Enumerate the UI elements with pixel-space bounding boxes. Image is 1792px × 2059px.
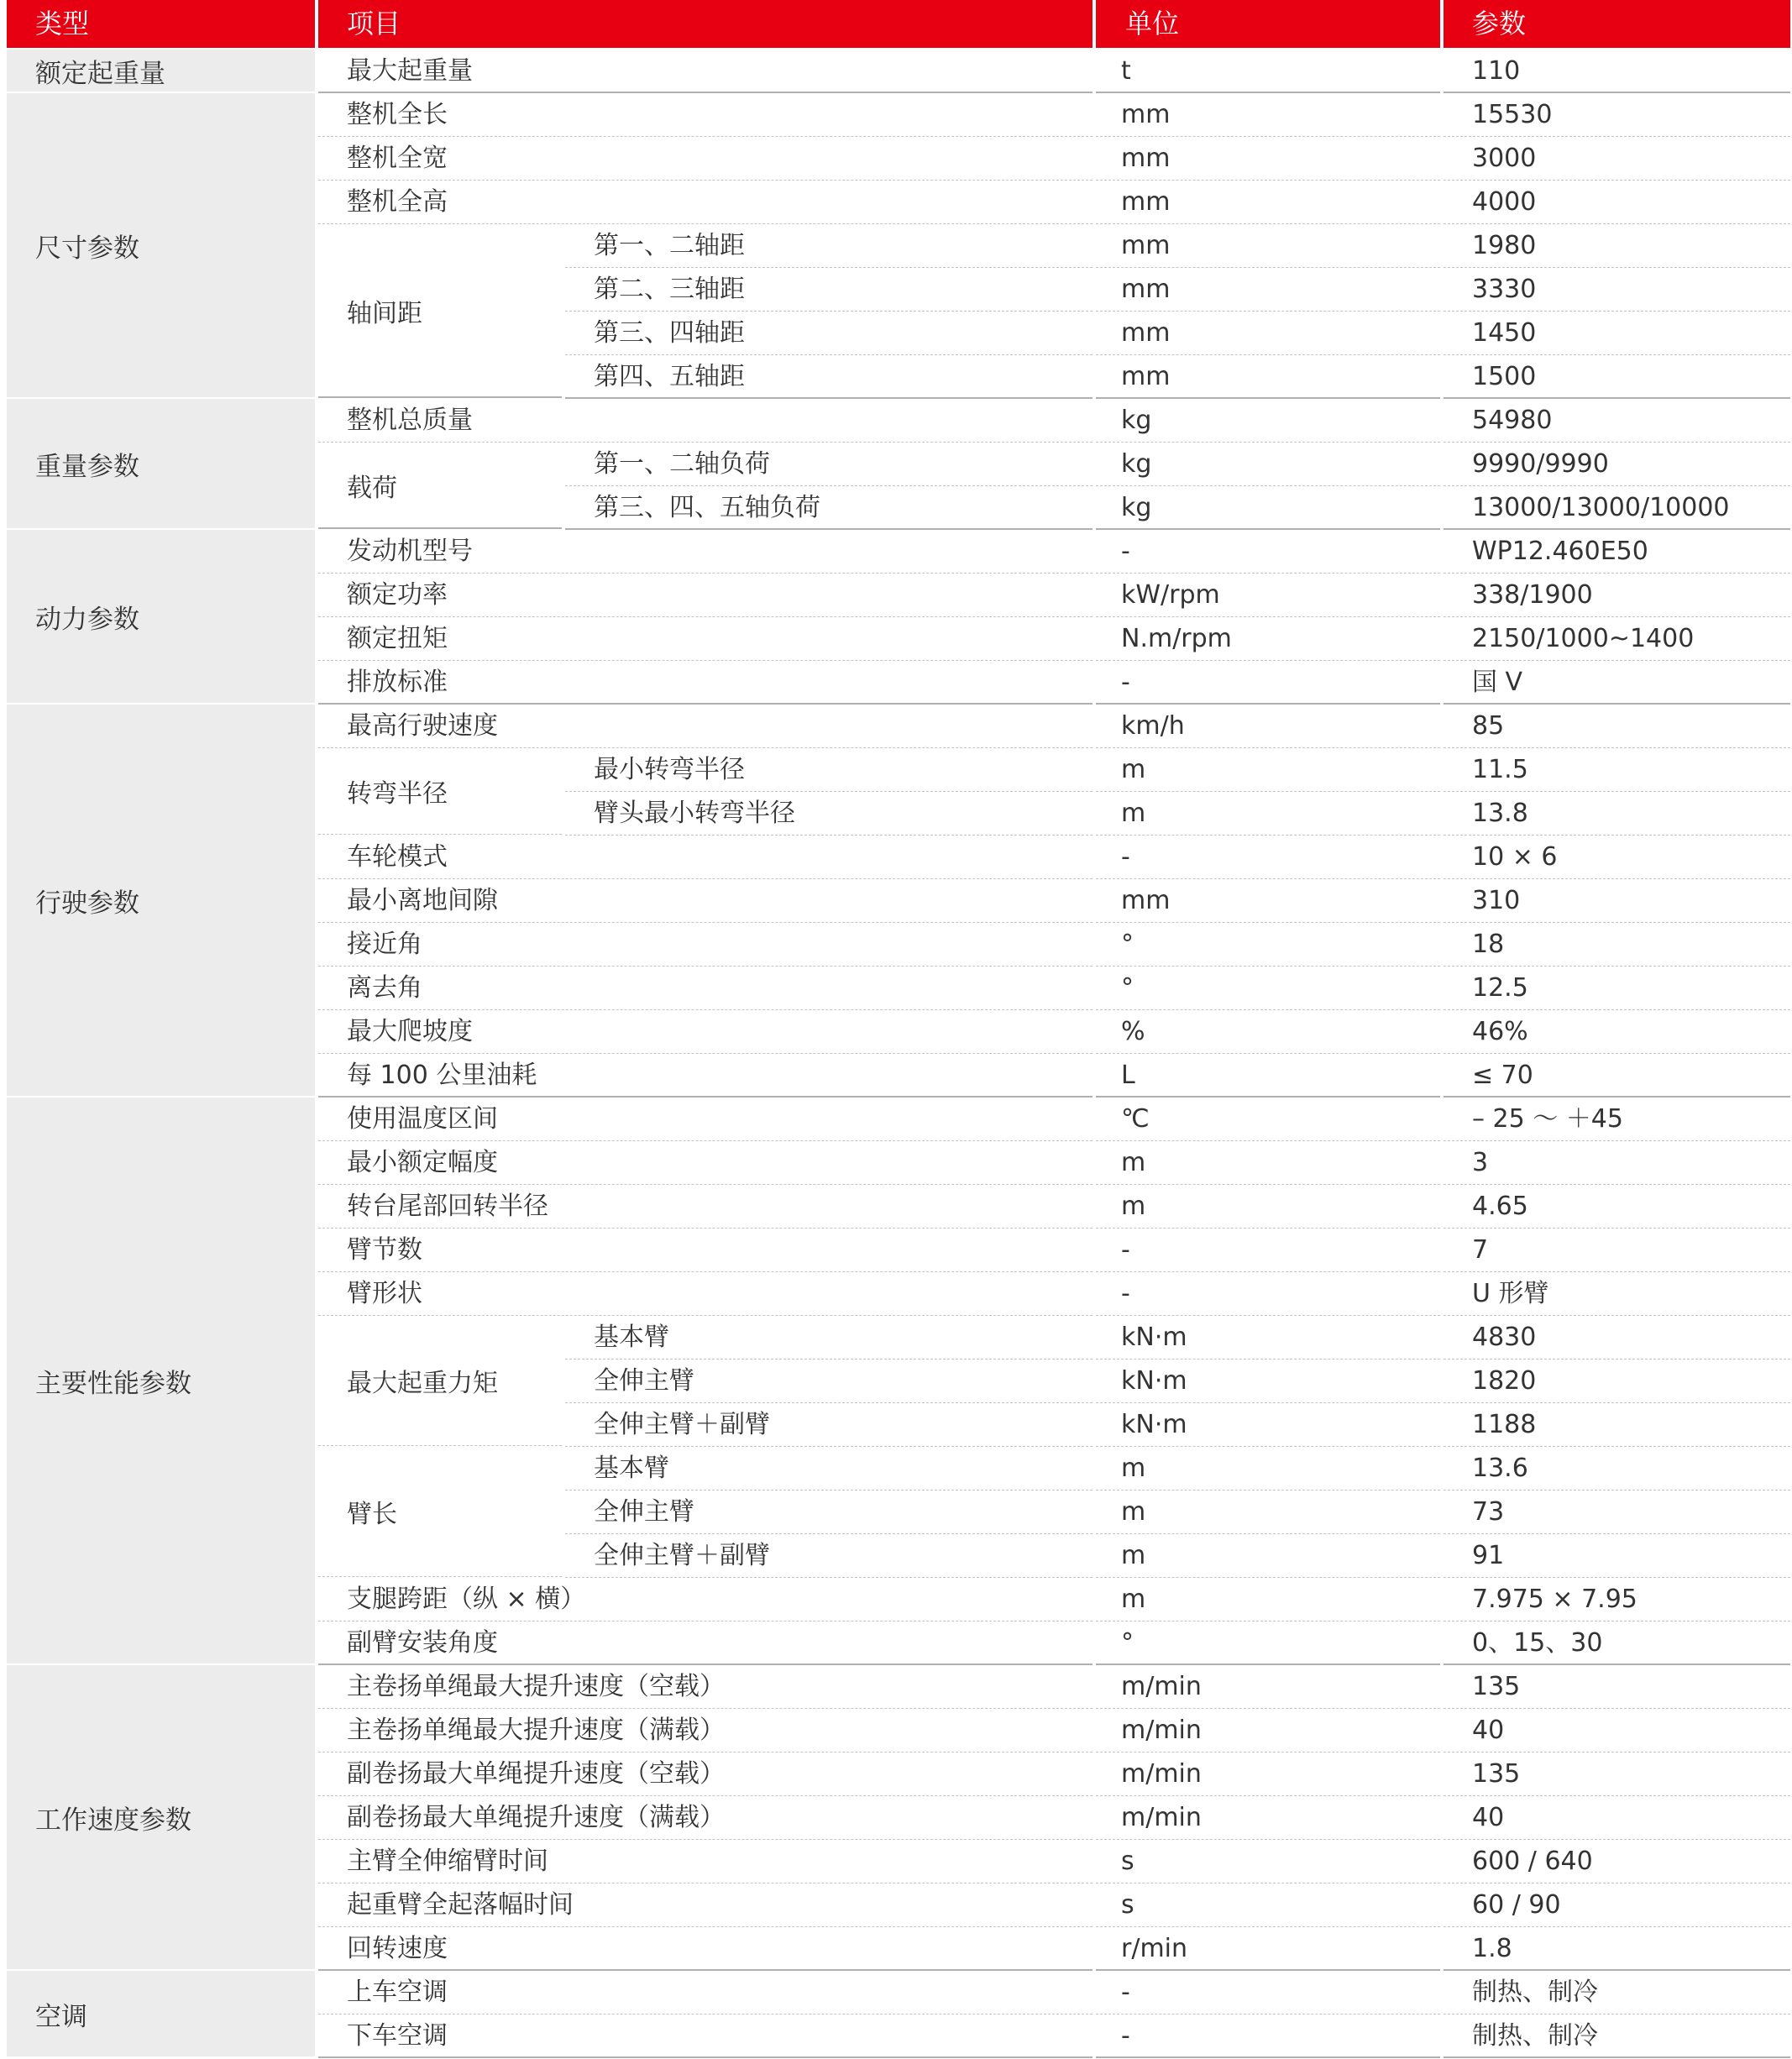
item-cell: 副卷扬最大单绳提升速度（空载） xyxy=(318,1753,1092,1796)
unit-cell: - xyxy=(1096,530,1440,574)
unit-cell: t xyxy=(1096,50,1440,93)
unit-cell: m xyxy=(1096,1578,1440,1622)
unit-cell: L xyxy=(1096,1054,1440,1098)
item-group-cell: 最大起重力矩 xyxy=(318,1316,562,1446)
item-cell: 每 100 公里油耗 xyxy=(318,1054,1092,1098)
value-cell: 9990/9990 xyxy=(1444,443,1790,486)
item-cell: 最大爬坡度 xyxy=(318,1010,1092,1054)
unit-cell: mm xyxy=(1096,268,1440,312)
value-cell: U 形臂 xyxy=(1444,1272,1790,1316)
sub-item-cell: 基本臂 xyxy=(565,1447,1092,1491)
value-cell: 46% xyxy=(1444,1010,1790,1054)
unit-cell: - xyxy=(1096,836,1440,879)
unit-cell: mm xyxy=(1096,879,1440,923)
value-cell: ≤ 70 xyxy=(1444,1054,1790,1098)
unit-cell: kg xyxy=(1096,486,1440,530)
item-group-cell: 轴间距 xyxy=(318,224,562,398)
sub-item-cell: 第一、二轴距 xyxy=(565,224,1092,268)
value-cell: 91 xyxy=(1444,1534,1790,1578)
value-cell: 310 xyxy=(1444,879,1790,923)
item-cell: 使用温度区间 xyxy=(318,1098,1092,1141)
unit-cell: % xyxy=(1096,1010,1440,1054)
item-cell: 最小离地间隙 xyxy=(318,879,1092,923)
value-cell: 13.8 xyxy=(1444,792,1790,836)
sub-item-cell: 第一、二轴负荷 xyxy=(565,443,1092,486)
unit-cell: ℃ xyxy=(1096,1098,1440,1141)
category-cell: 空调 xyxy=(7,1971,315,2056)
item-cell: 回转速度 xyxy=(318,1927,1092,1971)
item-cell: 车轮模式 xyxy=(318,836,1092,879)
value-cell: 3000 xyxy=(1444,137,1790,181)
item-cell: 主臂全伸缩臂时间 xyxy=(318,1840,1092,1883)
sub-item-cell: 第三、四、五轴负荷 xyxy=(565,486,1092,530)
value-cell: 600 / 640 xyxy=(1444,1840,1790,1883)
value-cell: 1820 xyxy=(1444,1360,1790,1403)
item-cell: 下车空调 xyxy=(318,2014,1092,2058)
spec-table xyxy=(7,0,1790,2059)
item-cell: 最大起重量 xyxy=(318,50,1092,93)
value-cell: 40 xyxy=(1444,1709,1790,1753)
item-cell: 主卷扬单绳最大提升速度（满载） xyxy=(318,1709,1092,1753)
value-cell: 2150/1000~1400 xyxy=(1444,617,1790,661)
value-cell: 1.8 xyxy=(1444,1927,1790,1971)
unit-cell: kN·m xyxy=(1096,1316,1440,1360)
sub-item-cell: 第三、四轴距 xyxy=(565,312,1092,355)
sub-item-cell: 第四、五轴距 xyxy=(565,355,1092,399)
item-cell: 整机全高 xyxy=(318,181,1092,224)
category-cell: 额定起重量 xyxy=(7,50,315,92)
sub-item-cell: 基本臂 xyxy=(565,1316,1092,1360)
value-cell: 4830 xyxy=(1444,1316,1790,1360)
value-cell: 3330 xyxy=(1444,268,1790,312)
unit-cell: ° xyxy=(1096,923,1440,967)
unit-cell: - xyxy=(1096,1272,1440,1316)
value-cell: 1980 xyxy=(1444,224,1790,268)
item-cell: 额定功率 xyxy=(318,574,1092,617)
value-cell: 18 xyxy=(1444,923,1790,967)
item-cell: 支腿跨距（纵 × 横） xyxy=(318,1578,1092,1622)
item-cell: 额定扭矩 xyxy=(318,617,1092,661)
value-cell: – 25 ～ ＋45 xyxy=(1444,1098,1790,1141)
value-cell: 4.65 xyxy=(1444,1185,1790,1229)
category-cell: 行驶参数 xyxy=(7,705,315,1096)
value-cell: 85 xyxy=(1444,705,1790,748)
item-cell: 转台尾部回转半径 xyxy=(318,1185,1092,1229)
header-item: 项目 xyxy=(318,0,1092,48)
unit-cell: N.m/rpm xyxy=(1096,617,1440,661)
value-cell: 135 xyxy=(1444,1665,1790,1709)
item-cell: 副卷扬最大单绳提升速度（满载） xyxy=(318,1796,1092,1840)
category-cell: 动力参数 xyxy=(7,530,315,703)
item-cell: 臂形状 xyxy=(318,1272,1092,1316)
unit-cell: kW/rpm xyxy=(1096,574,1440,617)
item-cell: 起重臂全起落幅时间 xyxy=(318,1883,1092,1927)
unit-cell: m xyxy=(1096,792,1440,836)
item-group-cell: 转弯半径 xyxy=(318,748,562,835)
category-cell: 重量参数 xyxy=(7,399,315,528)
unit-cell: m/min xyxy=(1096,1709,1440,1753)
unit-cell: kN·m xyxy=(1096,1360,1440,1403)
value-cell: 338/1900 xyxy=(1444,574,1790,617)
unit-cell: mm xyxy=(1096,93,1440,137)
item-cell: 整机全长 xyxy=(318,93,1092,137)
unit-cell: s xyxy=(1096,1883,1440,1927)
value-cell: 40 xyxy=(1444,1796,1790,1840)
header-unit: 单位 xyxy=(1096,0,1440,48)
item-cell: 主卷扬单绳最大提升速度（空载） xyxy=(318,1665,1092,1709)
value-cell: 4000 xyxy=(1444,181,1790,224)
item-cell: 副臂安装角度 xyxy=(318,1622,1092,1665)
value-cell: WP12.460E50 xyxy=(1444,530,1790,574)
unit-cell: - xyxy=(1096,1971,1440,2014)
item-cell: 整机总质量 xyxy=(318,399,1092,443)
value-cell: 54980 xyxy=(1444,399,1790,443)
unit-cell: km/h xyxy=(1096,705,1440,748)
value-cell: 制热、制冷 xyxy=(1444,1971,1790,2014)
unit-cell: mm xyxy=(1096,224,1440,268)
unit-cell: m/min xyxy=(1096,1665,1440,1709)
unit-cell: m xyxy=(1096,1185,1440,1229)
value-cell: 73 xyxy=(1444,1491,1790,1534)
unit-cell: - xyxy=(1096,661,1440,705)
unit-cell: - xyxy=(1096,1229,1440,1272)
value-cell: 1500 xyxy=(1444,355,1790,399)
value-cell: 国 V xyxy=(1444,661,1790,705)
unit-cell: mm xyxy=(1096,312,1440,355)
item-cell: 排放标准 xyxy=(318,661,1092,705)
unit-cell: kg xyxy=(1096,399,1440,443)
unit-cell: m xyxy=(1096,1141,1440,1185)
unit-cell: m/min xyxy=(1096,1753,1440,1796)
unit-cell: ° xyxy=(1096,967,1440,1010)
value-cell: 60 / 90 xyxy=(1444,1883,1790,1927)
unit-cell: m xyxy=(1096,1491,1440,1534)
header-value: 参数 xyxy=(1444,0,1790,48)
item-cell: 发动机型号 xyxy=(318,530,1092,574)
sub-item-cell: 全伸主臂＋副臂 xyxy=(565,1403,1092,1447)
item-cell: 上车空调 xyxy=(318,1971,1092,2014)
item-cell: 离去角 xyxy=(318,967,1092,1010)
value-cell: 135 xyxy=(1444,1753,1790,1796)
value-cell: 1450 xyxy=(1444,312,1790,355)
unit-cell: m xyxy=(1096,1534,1440,1578)
unit-cell: kN·m xyxy=(1096,1403,1440,1447)
unit-cell: mm xyxy=(1096,137,1440,181)
item-cell: 臂节数 xyxy=(318,1229,1092,1272)
value-cell: 0、15、30 xyxy=(1444,1622,1790,1665)
sub-item-cell: 臂头最小转弯半径 xyxy=(565,792,1092,836)
item-group-cell: 载荷 xyxy=(318,443,562,529)
item-cell: 整机全宽 xyxy=(318,137,1092,181)
sub-item-cell: 第二、三轴距 xyxy=(565,268,1092,312)
unit-cell: m/min xyxy=(1096,1796,1440,1840)
value-cell: 制热、制冷 xyxy=(1444,2014,1790,2058)
unit-cell: - xyxy=(1096,2014,1440,2058)
sub-item-cell: 最小转弯半径 xyxy=(565,748,1092,792)
value-cell: 110 xyxy=(1444,50,1790,93)
item-cell: 最小额定幅度 xyxy=(318,1141,1092,1185)
item-cell: 最高行驶速度 xyxy=(318,705,1092,748)
value-cell: 13000/13000/10000 xyxy=(1444,486,1790,530)
value-cell: 13.6 xyxy=(1444,1447,1790,1491)
category-cell: 尺寸参数 xyxy=(7,93,315,397)
value-cell: 11.5 xyxy=(1444,748,1790,792)
unit-cell: s xyxy=(1096,1840,1440,1883)
unit-cell: mm xyxy=(1096,181,1440,224)
value-cell: 1188 xyxy=(1444,1403,1790,1447)
unit-cell: m xyxy=(1096,748,1440,792)
unit-cell: m xyxy=(1096,1447,1440,1491)
value-cell: 12.5 xyxy=(1444,967,1790,1010)
category-cell: 工作速度参数 xyxy=(7,1665,315,1969)
sub-item-cell: 全伸主臂 xyxy=(565,1491,1092,1534)
item-cell: 接近角 xyxy=(318,923,1092,967)
sub-item-cell: 全伸主臂 xyxy=(565,1360,1092,1403)
value-cell: 3 xyxy=(1444,1141,1790,1185)
item-group-cell: 臂长 xyxy=(318,1447,562,1577)
unit-cell: r/min xyxy=(1096,1927,1440,1971)
header-type: 类型 xyxy=(7,0,315,48)
value-cell: 7.975 × 7.95 xyxy=(1444,1578,1790,1622)
category-cell: 主要性能参数 xyxy=(7,1098,315,1663)
unit-cell: mm xyxy=(1096,355,1440,399)
value-cell: 7 xyxy=(1444,1229,1790,1272)
value-cell: 10 × 6 xyxy=(1444,836,1790,879)
unit-cell: ° xyxy=(1096,1622,1440,1665)
sub-item-cell: 全伸主臂＋副臂 xyxy=(565,1534,1092,1578)
unit-cell: kg xyxy=(1096,443,1440,486)
value-cell: 15530 xyxy=(1444,93,1790,137)
